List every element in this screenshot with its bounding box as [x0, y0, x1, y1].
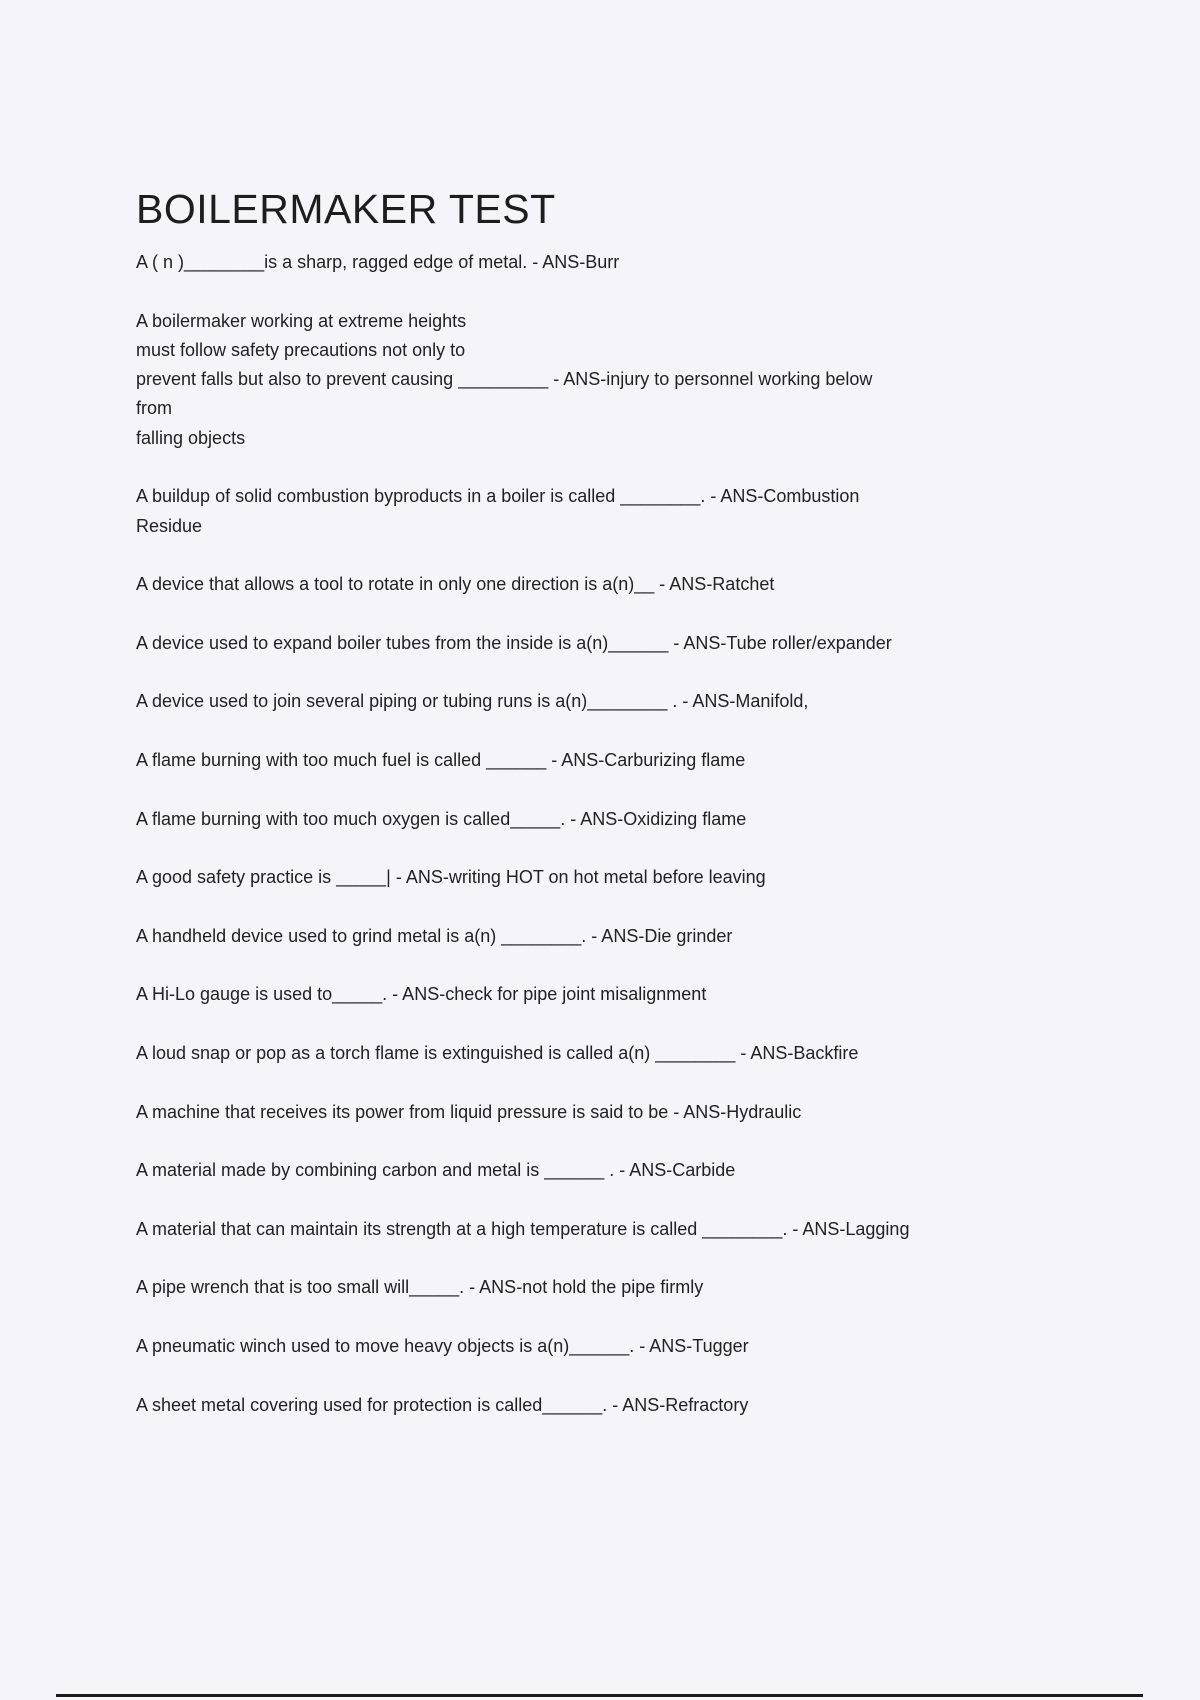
- question-line: A ( n )________is a sharp, ragged edge of metal. - ANS-Burr: [136, 252, 620, 272]
- question-list: [136, 248, 1146, 1420]
- question-line: prevent falls but also to prevent causing _________ - ANS-injury to personnel working below: [136, 369, 873, 390]
- question-line: A handheld device used to grind metal is a(n) ________. - ANS-Die grinder: [136, 925, 733, 946]
- question-item: [136, 1273, 1146, 1302]
- question-item: [136, 248, 1146, 277]
- question-item: [136, 629, 1146, 658]
- question-item: [136, 570, 1146, 599]
- question-line: A sheet metal covering used for protection is called______. - ANS-Refractory: [136, 1394, 749, 1415]
- question-item: [136, 1098, 1146, 1127]
- question-line: A flame burning with too much fuel is called ______ - ANS-Carburizing flame: [136, 750, 746, 771]
- bottom-divider: [56, 1694, 1143, 1697]
- question-item: [136, 1156, 1146, 1185]
- question-line: A flame burning with too much oxygen is called_____. - ANS-Oxidizing flame: [136, 808, 747, 829]
- question-line: A pneumatic winch used to move heavy objects is a(n)______. - ANS-Tugger: [136, 1335, 749, 1356]
- question-line: A device that allows a tool to rotate in only one direction is a(n)__ - ANS-Ratchet: [136, 574, 775, 595]
- question-line: A loud snap or pop as a torch flame is extinguished is called a(n) ________ - ANS-Backfire: [136, 1043, 859, 1064]
- question-line: A pipe wrench that is too small will_____. - ANS-not hold the pipe firmly: [136, 1277, 704, 1298]
- question-line: Residue: [136, 515, 203, 536]
- question-line: A buildup of solid combustion byproducts in a boiler is called ________. - ANS-Combustion: [136, 486, 860, 507]
- question-item: [136, 922, 1146, 951]
- question-line: A good safety practice is _____| - ANS-writing HOT on hot metal before leaving: [136, 867, 766, 888]
- question-line: A device used to expand boiler tubes from the inside is a(n)______ - ANS-Tube roller/expander: [136, 632, 892, 653]
- question-item: [136, 805, 1146, 834]
- question-line: falling objects: [136, 427, 246, 448]
- question-line: A boilermaker working at extreme heights: [136, 310, 467, 331]
- question-item: [136, 1332, 1146, 1361]
- question-item: [136, 863, 1146, 892]
- question-item: [136, 1391, 1146, 1420]
- document-page: [136, 188, 1146, 1449]
- question-item: [136, 1215, 1146, 1244]
- question-item: [136, 980, 1146, 1009]
- question-item: [136, 687, 1146, 716]
- question-line: A Hi-Lo gauge is used to_____. - ANS-check for pipe joint misalignment: [136, 984, 707, 1005]
- question-line: A material that can maintain its strength at a high temperature is called ________. - ANS-Lagging: [136, 1218, 910, 1239]
- question-line: A device used to join several piping or tubing runs is a(n)________ . - ANS-Manifold,: [136, 691, 809, 712]
- question-line: A machine that receives its power from liquid pressure is said to be - ANS-Hydraulic: [136, 1101, 802, 1122]
- question-item: [136, 307, 1146, 453]
- question-item: [136, 482, 1146, 541]
- question-line: must follow safety precautions not only to: [136, 339, 466, 360]
- question-item: [136, 1039, 1146, 1068]
- page-title: BOILERMAKER TEST: [136, 186, 556, 232]
- question-line: A material made by combining carbon and metal is ______ . - ANS-Carbide: [136, 1160, 736, 1181]
- question-item: [136, 746, 1146, 775]
- question-line: from: [136, 398, 172, 419]
